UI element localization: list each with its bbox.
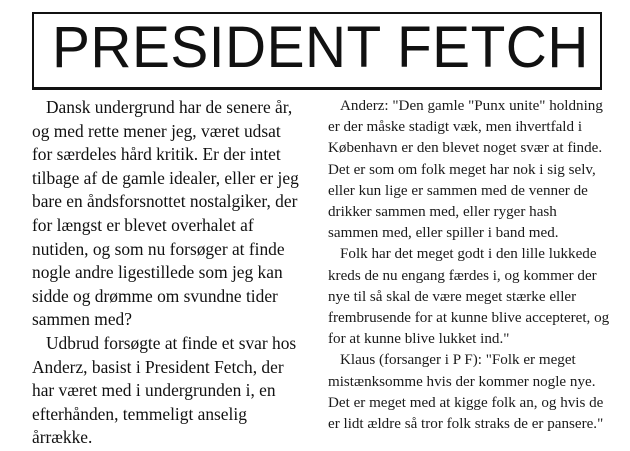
left-column bbox=[32, 96, 300, 450]
article-title: PRESIDENT FETCH bbox=[52, 15, 589, 80]
paragraph-anderz-quote: Anderz: "Den gamle "Punx unite" holdning er der måske stadigt væk, men ihvertfald i København er den blevet noget svær at finde. Det er som om folk meget har nok i sig selv, eller kun lige er sammen med de venner de drikker sammen med, eller ryger hash sammen med, eller spiller i band med. bbox=[328, 98, 603, 242]
right-column bbox=[328, 96, 610, 435]
paragraph-folk: Folk har det meget godt i den lille lukkede kreds de nu engang færdes i, og kommer der nye til så skal de være meget stærke eller frembrusende for at kunne blive accepteret, og for at kunne blive lukket ind." bbox=[328, 246, 610, 348]
paragraph-udbrud: Udbrud forsøgte at finde et svar hos Anderz, basist i President Fetch, der har været med i undergrunden i, en efterhånden, temmeligt anselig årrække. bbox=[32, 332, 297, 448]
paragraph-klaus-quote: Klaus (forsanger i P F): "Folk er meget mistænksomme hvis der kommer nogle nye. Det er meget med at kigge folk an, og hvis de er lidt ældre så tror folk straks de er pansere." bbox=[328, 352, 604, 433]
title-box bbox=[32, 12, 602, 90]
paragraph-intro: Dansk undergrund har de senere år, og med rette mener jeg, været udsat for særdeles hård kritik. Er der intet tilbage af de gamle idealer, eller er jeg bare en åndsforsnottet nostalgiker, der for længst er blevet overhalet af nutiden, og som nu forsøger at finde nogle andre ligestillede som jeg kan sidde og drømme om svundne tider sammen med? bbox=[32, 97, 299, 330]
